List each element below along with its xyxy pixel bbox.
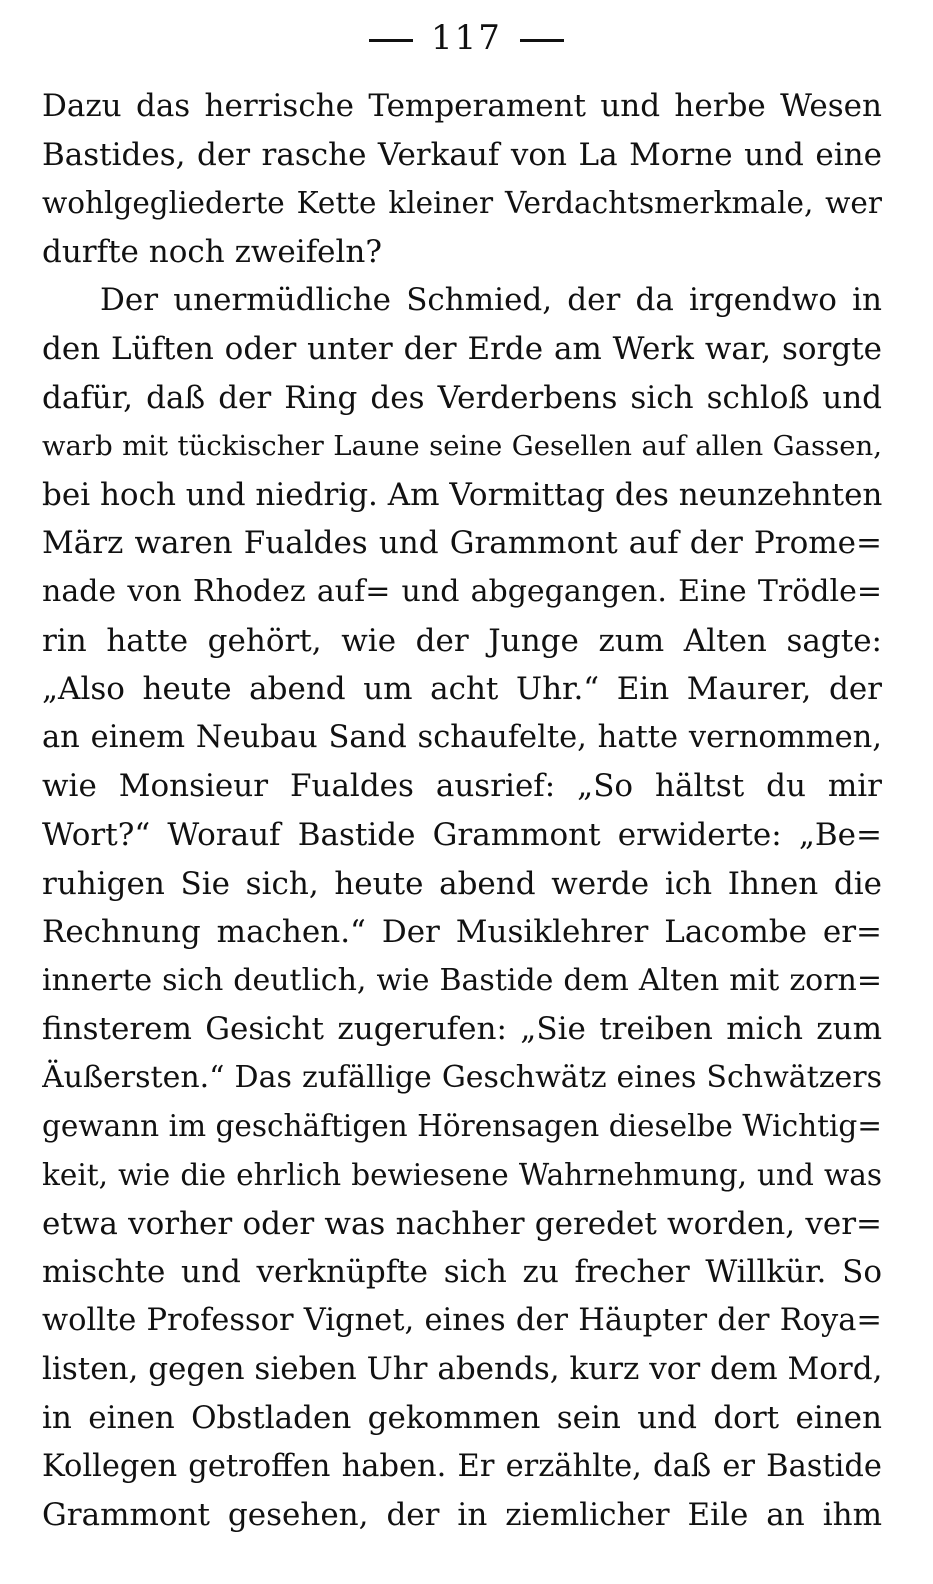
text-line: März waren Fualdes und Grammont auf der Prome= <box>42 525 882 562</box>
text-line: keit, wie die ehrlich bewiesene Wahrnehmung, und was <box>42 1158 882 1193</box>
text-line: Äußersten.“ Das zufällige Geschwätz eines Schwätzers <box>42 1059 882 1095</box>
text-line: etwa vorher oder was nachher geredet worden, ver= <box>42 1205 882 1242</box>
text-line: den Lüften oder unter der Erde am Werk war, sorgte <box>42 330 882 367</box>
text-line: wohlgegliederte Kette kleiner Verdachtsmerkmale, wer <box>42 186 882 221</box>
header-dash-left <box>369 39 413 42</box>
text-line: rin hatte gehört, wie der Junge zum Alten sagte: <box>42 622 882 659</box>
text-line: wie Monsieur Fualdes ausrief: „So hältst du mir <box>42 768 882 805</box>
body-text <box>42 82 882 1540</box>
text-line: Rechnung machen.“ Der Musiklehrer Lacombe er= <box>42 914 882 951</box>
text-line: Grammont gesehen, der in ziemlicher Eile an ihm <box>42 1497 882 1534</box>
text-line: warb mit tückischer Laune seine Gesellen auf allen Gassen, <box>42 430 882 463</box>
text-line: bei hoch und niedrig. Am Vormittag des neunzehnten <box>42 476 882 513</box>
text-line: durfte noch zweifeln? <box>42 233 383 270</box>
text-line: innerte sich deutlich, wie Bastide dem Alten mit zorn= <box>42 962 882 998</box>
text-line: in einen Obstladen gekommen sein und dort einen <box>42 1400 882 1437</box>
page-header <box>0 14 933 62</box>
header-dash-right <box>520 39 564 42</box>
text-line: Der unermüdliche Schmied, der da irgendwo in <box>100 282 882 319</box>
text-line: mischte und verknüpfte sich zu frecher Willkür. So <box>42 1254 882 1291</box>
text-line: wollte Professor Vignet, eines der Häupter der Roya= <box>42 1302 882 1338</box>
text-line: „Also heute abend um acht Uhr.“ Ein Maurer, der <box>42 671 882 708</box>
text-line: Bastides, der rasche Verkauf von La Morne und eine <box>42 136 882 173</box>
text-line: listen, gegen sieben Uhr abends, kurz vor dem Mord, <box>42 1351 882 1388</box>
text-line: Kollegen getroffen haben. Er erzählte, daß er Bastide <box>42 1448 882 1484</box>
text-line: ruhigen Sie sich, heute abend werde ich Ihnen die <box>42 865 882 902</box>
text-line: nade von Rhodez auf= und abgegangen. Eine Trödle= <box>42 573 882 609</box>
text-line: an einem Neubau Sand schaufelte, hatte vernommen, <box>42 719 882 755</box>
text-line: dafür, daß der Ring des Verderbens sich schloß und <box>42 379 882 416</box>
text-line: Dazu das herrische Temperament und herbe Wesen <box>42 88 882 124</box>
text-line: gewann im geschäftigen Hörensagen dieselbe Wichtig= <box>42 1109 882 1144</box>
text-line: Wort?“ Worauf Bastide Grammont erwiderte: „Be= <box>42 816 882 853</box>
text-line: finsterem Gesicht zugerufen: „Sie treiben mich zum <box>42 1011 882 1048</box>
page-number: 117 <box>431 18 502 58</box>
